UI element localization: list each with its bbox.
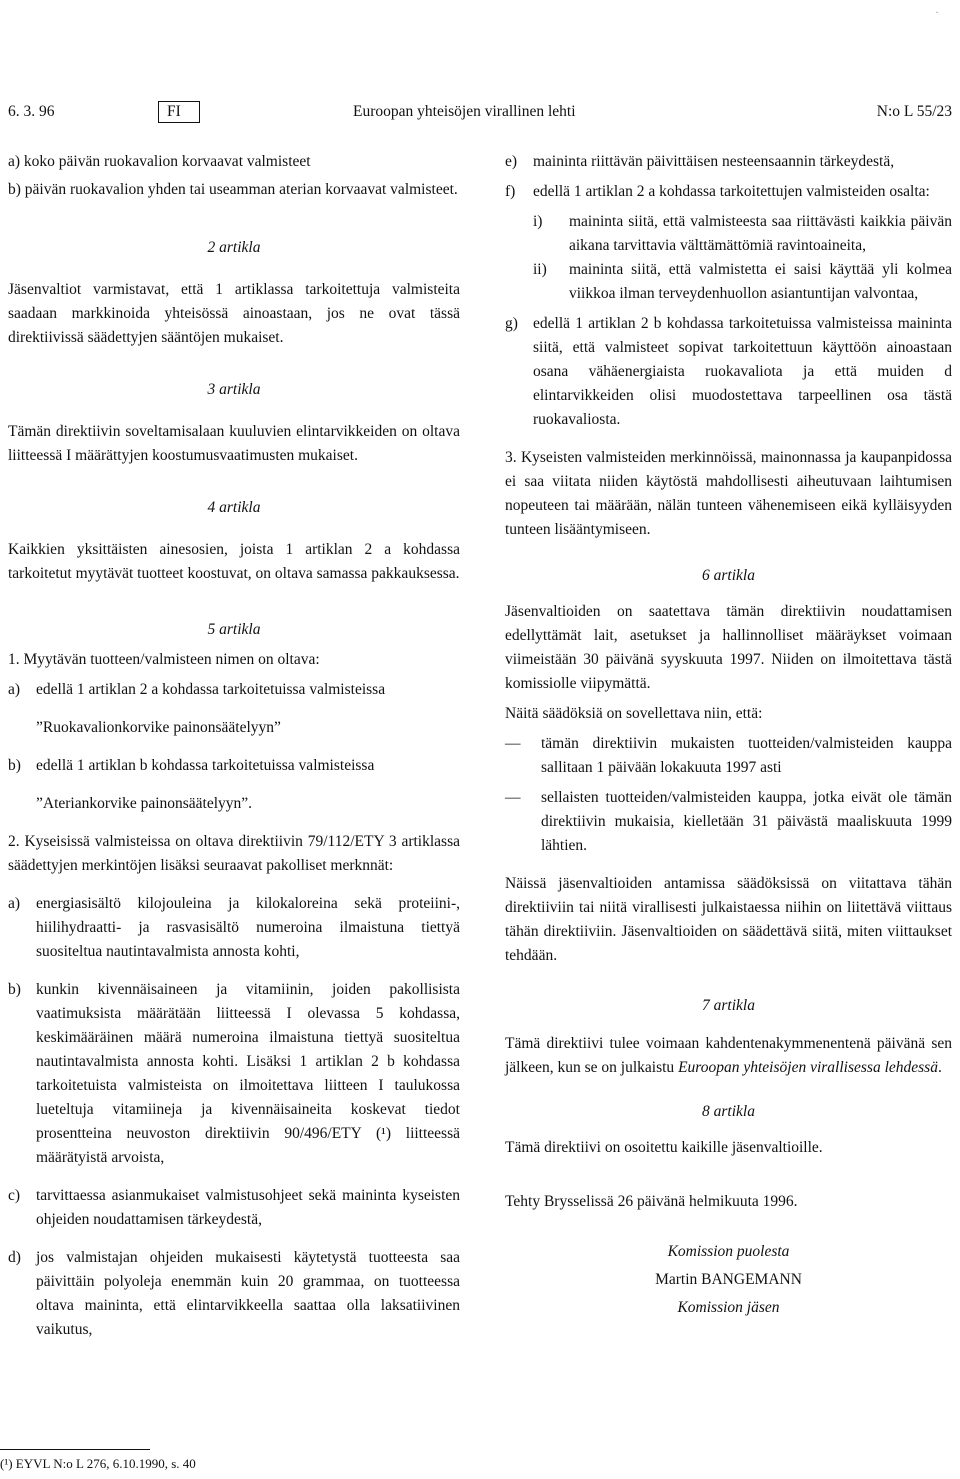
item-text: edellä 1 artiklan 2 a kohdassa tarkoitettujen valmisteiden osalta: [533,183,930,200]
para-2-item-g [505,312,952,432]
article-5-item-a [8,678,460,702]
article-5-item-b [8,754,460,778]
article-8-heading: 8 artikla [702,1103,755,1120]
header-date: 6. 3. 96 [8,103,55,120]
item-text: edellä 1 artiklan 2 a kohdassa tarkoitetuissa valmisteissa [36,681,386,698]
article-5-para-2: 2. Kyseisissä valmisteissa on oltava direktiivin 79/112/ETY 3 artiklassa säädettyjen merkintöjen lisäksi seuraavat pakolliset merknnät: [8,833,460,874]
article-5-para-1: 1. Myytävän tuotteen/valmisteen nimen on oltava: [8,651,320,668]
intro-item-b: b) päivän ruokavalion yhden tai useamman aterian korvaavat valmisteet. [8,181,458,198]
item-label: a) [8,895,21,912]
dash-mark: — [505,735,521,752]
article-7-text-a: Tämä direktiivi tulee voimaan kahdentenakymmenentenä päivänä sen jälkeen, kun se on julkaistu [505,1035,952,1076]
intro-item-a: a) koko päivän ruokavalion korvaavat valmisteet [8,153,311,170]
item-text: maininta siitä, että valmisteesta saa riittävästi kaikkia päivän aikana tarvittavia välttämättömiä ravintoaineita, [569,213,952,254]
item-text: tarvittaessa asianmukaiset valmistusohjeet sekä maininta kyseisten ohjeiden noudattamisen tärkeydestä, [36,1187,460,1228]
article-6-heading: 6 artikla [702,567,755,584]
item-text: jos valmistajan ohjeiden mukaisesti käytetystä tuotteesta saa päivittäin polyoleja enemmän kuin 20 grammaa, on tuotteessa oltava maininta, että elintarvikkeella saattaa olla laksatiivinen vaikutus, [36,1249,460,1338]
dash-mark: — [505,789,521,806]
item-label: g) [505,315,518,332]
language-box: FI [158,101,200,123]
item-f-sub-i [533,210,952,258]
item-label: c) [8,1187,21,1204]
article-6-dash-2 [505,786,952,858]
para-2-item-a [8,892,460,964]
item-label: a) [8,681,21,698]
article-2-heading: 2 artikla [207,239,261,256]
para-2-item-c [8,1184,460,1232]
item-text: energiasisältö kilojouleina ja kilokaloreina sekä proteiini-, hiilihydraatti- ja rasvasisältö numeroina ilmaistuna tiettyä suositeltua nautintavalmista annosta kohti, [36,895,460,960]
item-text: tämän direktiivin mukaisten tuotteiden/valmisteiden kauppa sallitaan 1 päivään lokakuuta 1997 asti [541,735,952,776]
article-5-quote-a: ”Ruokavalionkorvike painonsäätelyyn” [36,719,281,736]
page-number: N:o L 55/23 [876,103,952,120]
signature-for: Komission puolesta [667,1243,790,1260]
article-8-text: Tämä direktiivi on osoitettu kaikille jäsenvaltioille. [505,1139,823,1156]
article-4-text: Kaikkien yksittäisten ainesosien, joista 1 artiklan 2 a kohdassa tarkoitetut myytävät tuotteet koostuvat, on oltava samassa pakkauksessa. [8,541,460,582]
item-label: i) [533,213,543,230]
footnote-rule [0,1449,150,1450]
left-column [8,150,460,1342]
article-3-heading: 3 artikla [207,381,261,398]
page-header [8,100,952,126]
article-7-text [505,1032,952,1080]
item-text: kunkin kivennäisaineen ja vitamiinin, joiden pakollisista vaatimuksista määrätään liitteessä I olevassa 5 kohdassa, keskimääräinen määrä numeroina ilmaistuna tiettyä suositeltua nautintavalmista annosta kohti. Lisäksi 1 artiklan 2 b kohdassa tarkoitetuista valmisteista on ilmoitettava liitteen I taulukossa lueteltuja vitamiineja ja kivennäisaineita koskevat tiedot prosentteina neuvoston direktiivin 90/496/ETY (¹) liitteessä määrätyistä arvoista, [36,981,460,1166]
article-2-text: Jäsenvaltiot varmistavat, että 1 artiklassa tarkoitettuja valmisteita saadaan markkinoida yhteisössä ainoastaan, jos ne ovat tässä direktiivissä säädettyjen sääntöjen mukaiset. [8,281,460,346]
article-5-heading: 5 artikla [207,621,261,638]
article-5-quote-b: ”Ateriankorvike painonsäätelyyn”. [36,795,253,812]
item-text: sellaisten tuotteiden/valmisteiden kauppa, jotka eivät ole tämän direktiivin mukaisia, kielletään 31 päivästä maaliskuuta 1999 lähtien. [541,789,952,854]
article-6-para-3: Näissä jäsenvaltioiden antamissa säädöksissä on viitattava tähän direktiiviin tai niitä virallisesti julkaistaessa niihin on liitettävä viittaus tähän direktiiviin. Jäsenvaltioiden on säädettävä siitä, miten viittaukset tehdään. [505,875,952,964]
para-2-item-d [8,1246,460,1342]
corner-mark: · [935,5,939,19]
article-6-dash-1 [505,732,952,780]
item-label: b) [8,981,21,998]
article-4-heading: 4 artikla [207,499,261,516]
article-6-para-1: Jäsenvaltioiden on saatettava tämän direktiivin noudattamisen edellyttämät lait, asetukset ja hallinnolliset määräykset voimaan viimeistään 30 päivänä syyskuuta 1997. Niiden on ilmoitettava tästä komissiolle viipymättä. [505,603,952,692]
item-text: edellä 1 artiklan 2 b kohdassa tarkoitetuissa valmisteissa maininta siitä, että valmisteet sopivat tarkoitettuun käyttöön ainoastaan osana vähäenergiaista ruokavaliota ja että muiden d elintarvikkeiden olisi muodostettava tarpeellinen osa tästä ruokavaliosta. [533,315,952,428]
done-at-line: Tehty Brysselissä 26 päivänä helmikuuta 1996. [505,1193,798,1210]
item-label: f) [505,183,516,200]
item-text: maininta siitä, että valmistetta ei saisi käyttää yli kolmea viikkoa ilman terveydenhuollon asiantuntijan valvontaa, [569,261,952,302]
right-column [505,150,952,1320]
item-label: e) [505,153,518,170]
item-label: b) [8,757,21,774]
item-label: d) [8,1249,21,1266]
signature-name: Martin BANGEMANN [655,1271,802,1288]
item-label: ii) [533,261,547,278]
article-7-text-b: . [937,1059,942,1076]
footnote: (¹) EYVL N:o L 276, 6.10.1990, s. 40 [0,1456,196,1471]
signature-role: Komission jäsen [677,1299,780,1316]
para-2-item-f [505,180,952,204]
article-5-para-3: 3. Kyseisten valmisteiden merkinnöissä, mainonnassa ja kaupanpidossa ei saa viitata niiden käytöstä mahdollisesti aiheutuvaan laihtumisen nopeuteen tai määrään, nälän tunteen vähenemiseen eikä kylläisyyden tunteen lisääntymiseen. [505,449,952,538]
article-7-heading: 7 artikla [702,997,755,1014]
item-f-sub-ii [533,258,952,306]
article-6-para-2: Näitä säädöksiä on sovellettava niin, että: [505,705,763,722]
journal-name-italic: Euroopan yhteisöjen virallisessa lehdessä [678,1059,938,1076]
para-2-item-b [8,978,460,1170]
article-3-text: Tämän direktiivin soveltamisalaan kuuluvien elintarvikkeiden on oltava liitteessä I määrättyjen koostumusvaatimusten mukaiset. [8,423,460,464]
item-text: maininta riittävän päivittäisen nesteensaannin tärkeydestä, [533,153,895,170]
journal-title: Euroopan yhteisöjen virallinen lehti [353,103,576,120]
para-2-item-e [505,150,952,174]
item-text: edellä 1 artiklan b kohdassa tarkoitetuissa valmisteissa [36,757,375,774]
